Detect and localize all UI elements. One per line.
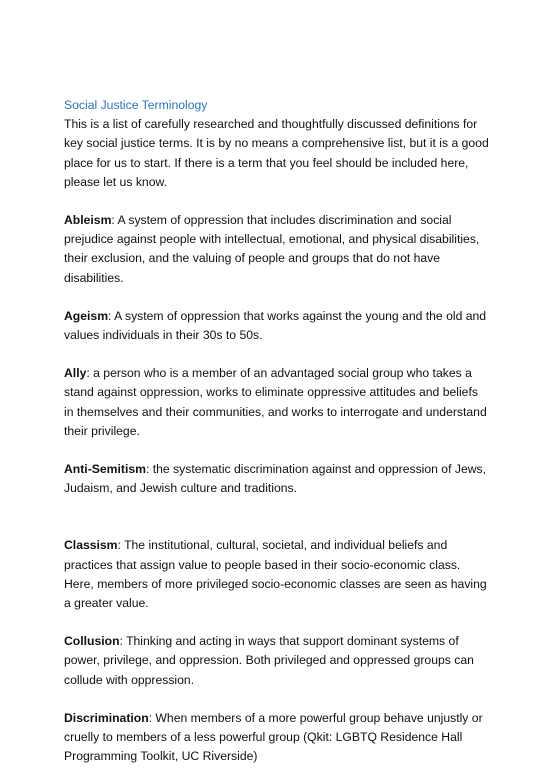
intro-paragraph: This is a list of carefully researched and thoughtfully discussed definitions for key social justice terms. It is by no means a comprehensive list, but it is a good place for us to start. If there is a term that you feel should be included here, please let us know.: [64, 117, 489, 189]
term-name: Ally: [64, 366, 87, 381]
term-entry-ageism: [64, 307, 490, 345]
term-entry-discrimination: [64, 709, 490, 767]
term-entry-anti-semitism: [64, 460, 490, 498]
term-definition: : A system of oppression that includes discrimination and social prejudice against people with intellectual, emotional, and physical disabilities, their exclusion, and the valuing of people and groups that do not have disabilities.: [64, 213, 480, 285]
term-name: Ageism: [64, 308, 109, 323]
document-title: Social Justice Terminology: [64, 98, 208, 112]
term-name: Discrimination: [64, 710, 149, 725]
term-entry-ableism: [64, 211, 490, 288]
term-name: Classism: [64, 538, 118, 553]
term-name: Ableism: [64, 213, 112, 228]
term-entry-collusion: [64, 632, 490, 690]
term-entry-ally: [64, 364, 490, 441]
term-name: Anti-Semitism: [64, 462, 146, 477]
term-definition: : the systematic discrimination against and oppression of Jews, Judaism, and Jewish culture and traditions.: [64, 462, 487, 496]
term-definition: : A system of oppression that works against the young and the old and values individuals in their 30s to 50s.: [64, 308, 487, 343]
term-definition: : a person who is a member of an advantaged social group who takes a stand against oppression, works to eliminate oppressive attitudes and beliefs in themselves and their communities, and works to interrogate and understand their privilege.: [64, 366, 487, 438]
term-definition: : The institutional, cultural, societal, and individual beliefs and practices that assign value to people based in their socio-economic class. Here, members of more privileged socio-economic classes are seen as having a greater value.: [64, 538, 487, 611]
term-entry-classism: [64, 536, 490, 613]
term-name: Collusion: [64, 634, 120, 649]
term-definition: : When members of a more powerful group behave unjustly or cruelly to members of a less powerful group (Qkit: LGBTQ Residence Hall Programming Toolkit, UC Riverside): [64, 710, 483, 764]
term-definition: : Thinking and acting in ways that support dominant systems of power, privilege, and oppression. Both privileged and oppressed groups can collude with oppression.: [64, 634, 474, 687]
